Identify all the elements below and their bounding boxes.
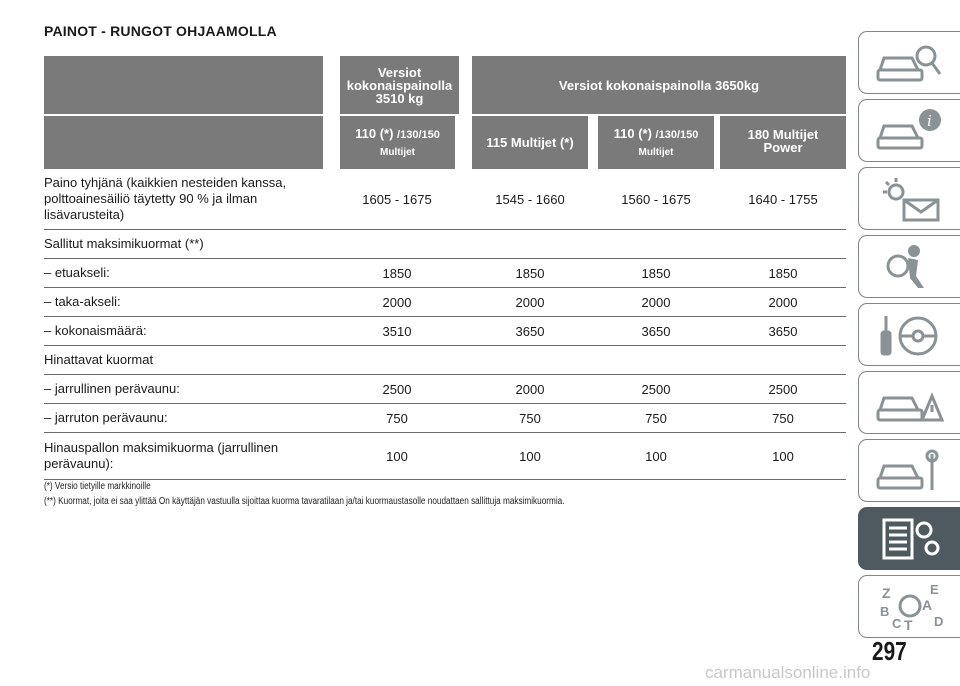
row-value-col-2: 750 bbox=[519, 410, 541, 426]
tab-car-search[interactable] bbox=[858, 31, 960, 94]
header-col-1: 110 (*) /130/150 Multijet bbox=[340, 116, 455, 169]
row-label: – taka-akseli: bbox=[44, 294, 121, 309]
row-label: Sallitut maksimikuormat (**) bbox=[44, 236, 204, 251]
row-value-col-3: 1560 - 1675 bbox=[621, 191, 691, 207]
chapter-sidebar bbox=[858, 31, 960, 643]
row-value-col-2: 1850 bbox=[515, 265, 545, 281]
technical-data-icon bbox=[874, 514, 946, 564]
row-value-col-4: 2500 bbox=[768, 381, 798, 397]
tab-technical-data[interactable] bbox=[858, 507, 960, 570]
page-number: 297 bbox=[872, 636, 907, 666]
tab-starting-driving[interactable] bbox=[858, 303, 960, 366]
table-row bbox=[44, 230, 846, 259]
row-value-col-2: 3650 bbox=[515, 323, 545, 339]
car-search-icon bbox=[874, 38, 946, 88]
tab-index[interactable] bbox=[858, 575, 960, 638]
row-label: Hinauspallon maksimikuorma (jarrullinen perävaunu): bbox=[44, 440, 279, 471]
car-info-icon bbox=[874, 106, 946, 156]
header-col-2: 115 Multijet (*) bbox=[472, 116, 588, 169]
row-value-col-4: 1640 - 1755 bbox=[748, 191, 818, 207]
svg-text:A: A bbox=[921, 596, 932, 613]
table-body bbox=[44, 169, 846, 480]
key-steering-wheel-icon bbox=[874, 310, 946, 360]
table-row bbox=[44, 375, 846, 404]
svg-text:B: B bbox=[879, 603, 889, 619]
car-maintenance-icon bbox=[874, 446, 946, 496]
tab-emergency[interactable] bbox=[858, 371, 960, 434]
svg-text:T: T bbox=[903, 616, 913, 632]
row-value-col-3: 2000 bbox=[641, 294, 671, 310]
row-label: Hinattavat kuormat bbox=[44, 352, 154, 367]
header-blank-2 bbox=[44, 116, 323, 169]
table-row bbox=[44, 288, 846, 317]
row-value-col-1: 2500 bbox=[382, 381, 412, 397]
tab-safety[interactable] bbox=[858, 235, 960, 298]
weights-table bbox=[44, 56, 846, 480]
row-label: – etuakseli: bbox=[44, 265, 110, 280]
table-row bbox=[44, 404, 846, 433]
airbag-safety-icon bbox=[874, 242, 946, 292]
header-row-2 bbox=[44, 114, 846, 169]
row-value-col-1: 1850 bbox=[382, 265, 412, 281]
header-group-3510: Versiot kokonaispainolla 3510 kg bbox=[340, 56, 459, 114]
row-value-col-3: 750 bbox=[645, 410, 667, 426]
header-col-4: 180 Multijet Power bbox=[720, 116, 846, 169]
row-value-col-4: 100 bbox=[772, 448, 794, 464]
row-value-col-1: 2000 bbox=[382, 294, 412, 310]
header-group-3650: Versiot kokonaispainolla 3650kg bbox=[472, 56, 846, 114]
row-value-col-2: 2000 bbox=[515, 294, 545, 310]
row-value-col-4: 3650 bbox=[768, 323, 798, 339]
warning-light-message-icon bbox=[874, 174, 946, 224]
table-row bbox=[44, 259, 846, 288]
page-title: PAINOT - RUNGOT OHJAAMOLLA bbox=[44, 23, 277, 39]
table-row bbox=[44, 169, 846, 230]
svg-text:Z: Z bbox=[881, 584, 891, 601]
tab-car-info[interactable] bbox=[858, 99, 960, 162]
row-value-col-1: 1605 - 1675 bbox=[362, 191, 432, 207]
svg-text:C: C bbox=[891, 615, 901, 631]
row-value-col-4: 750 bbox=[772, 410, 794, 426]
row-value-col-4: 2000 bbox=[768, 294, 798, 310]
svg-text:D: D bbox=[933, 613, 943, 629]
row-value-col-1: 3510 bbox=[382, 323, 412, 339]
footnotes bbox=[44, 479, 864, 509]
row-value-col-3: 2500 bbox=[641, 381, 671, 397]
row-value-col-2: 1545 - 1660 bbox=[495, 191, 565, 207]
row-value-col-3: 1850 bbox=[641, 265, 671, 281]
car-emergency-icon bbox=[874, 378, 946, 428]
row-value-col-3: 100 bbox=[645, 448, 667, 464]
row-value-col-3: 3650 bbox=[641, 323, 671, 339]
footnote-1: (*) Versio tietyille markkinoille bbox=[44, 481, 151, 492]
row-value-col-2: 100 bbox=[519, 448, 541, 464]
header-row-1 bbox=[44, 56, 846, 114]
row-label: – jarrullinen perävaunu: bbox=[44, 381, 180, 396]
svg-text:E: E bbox=[929, 581, 939, 597]
svg-text:i: i bbox=[926, 111, 932, 130]
header-col-3: 110 (*) /130/150 Multijet bbox=[598, 116, 714, 169]
index-alphabet-icon bbox=[874, 582, 946, 632]
footnote-2: (**) Kuormat, joita ei saa ylittää On käyttäjän vastuulla sijoittaa kuorma tavaratilaan ja/tai kuormaustasolle noudattaen sallittuja maksimikuormia. bbox=[44, 496, 565, 507]
row-label: – kokonaismäärä: bbox=[44, 323, 147, 338]
table-row bbox=[44, 346, 846, 375]
table-row bbox=[44, 317, 846, 346]
table-row bbox=[44, 433, 846, 480]
row-value-col-2: 2000 bbox=[515, 381, 545, 397]
header-blank bbox=[44, 56, 323, 114]
row-value-col-1: 100 bbox=[386, 448, 408, 464]
row-label: – jarruton perävaunu: bbox=[44, 410, 168, 425]
row-value-col-4: 1850 bbox=[768, 265, 798, 281]
row-value-col-1: 750 bbox=[386, 410, 408, 426]
watermark: carmanualsonline.info bbox=[705, 663, 871, 682]
tab-maintenance[interactable] bbox=[858, 439, 960, 502]
tab-warning-lights[interactable] bbox=[858, 167, 960, 230]
row-label: Paino tyhjänä (kaikkien nesteiden kanssa, polttoainesäiliö täytetty 90 % ja ilman lisävarusteita) bbox=[44, 175, 287, 222]
